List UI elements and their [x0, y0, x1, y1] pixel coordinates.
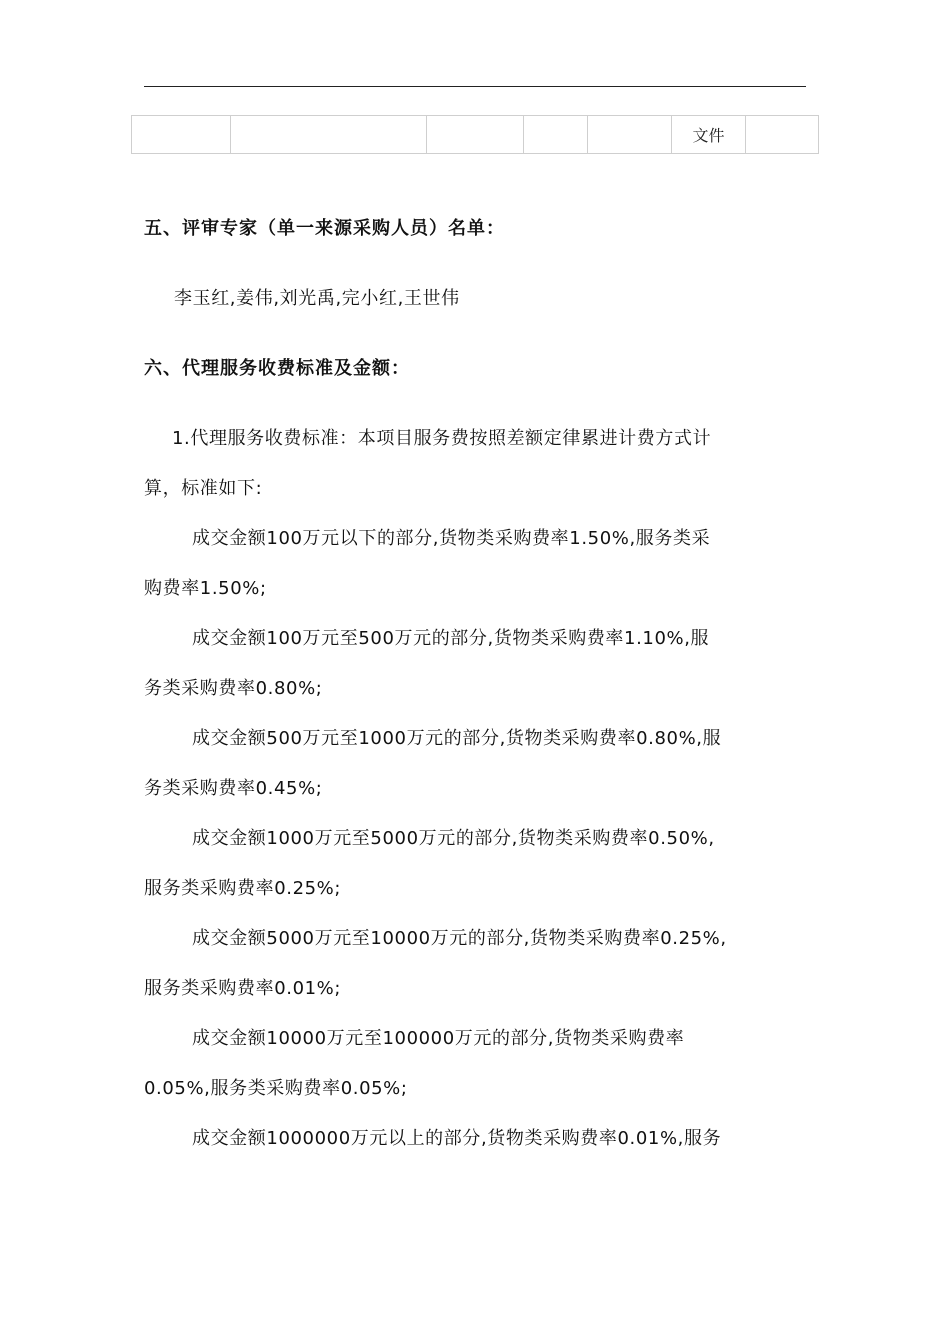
tier-4-line1: 成交金额1000万元至5000万元的部分,货物类采购费率0.50%, — [192, 828, 715, 849]
section6-heading: 六、代理服务收费标准及金额： — [144, 358, 410, 379]
tier-7-line1: 成交金额1000000万元以上的部分,货物类采购费率0.01%,服务 — [192, 1128, 722, 1149]
table-row — [132, 116, 819, 154]
tier-2-line1: 成交金额100万元至500万元的部分,货物类采购费率1.10%,服 — [192, 628, 710, 649]
tier-5-line1: 成交金额5000万元至10000万元的部分,货物类采购费率0.25%, — [192, 928, 727, 949]
table-cell — [132, 116, 231, 154]
table-cell — [231, 116, 427, 154]
table-cell-file: 文件 — [672, 116, 746, 154]
tier-1-line2: 购费率1.50%; — [144, 578, 267, 599]
tier-6-line1: 成交金额10000万元至100000万元的部分,货物类采购费率 — [192, 1028, 685, 1049]
tier-3-line1: 成交金额500万元至1000万元的部分,货物类采购费率0.80%,服 — [192, 728, 722, 749]
tier-4-line2: 服务类采购费率0.25%; — [144, 878, 342, 899]
section5-heading: 五、评审专家（单一来源采购人员）名单： — [144, 218, 505, 239]
intro-line2: 算，标准如下: — [144, 478, 263, 499]
tier-2-line2: 务类采购费率0.80%; — [144, 678, 323, 699]
intro-line1: 1.代理服务收费标准：本项目服务费按照差额定律累进计费方式计 — [172, 428, 712, 449]
table-cell — [746, 116, 819, 154]
table-cell — [588, 116, 672, 154]
tier-1-line1: 成交金额100万元以下的部分,货物类采购费率1.50%,服务类采 — [192, 528, 711, 549]
tier-3-line2: 务类采购费率0.45%; — [144, 778, 323, 799]
table-fragment — [131, 115, 819, 154]
tier-5-line2: 服务类采购费率0.01%; — [144, 978, 342, 999]
expert-names: 李玉红,姜伟,刘光禹,完小红,王世伟 — [174, 288, 460, 309]
header-rule — [144, 86, 806, 87]
table-cell — [427, 116, 524, 154]
table-cell — [524, 116, 588, 154]
tier-6-line2: 0.05%,服务类采购费率0.05%; — [144, 1078, 408, 1099]
